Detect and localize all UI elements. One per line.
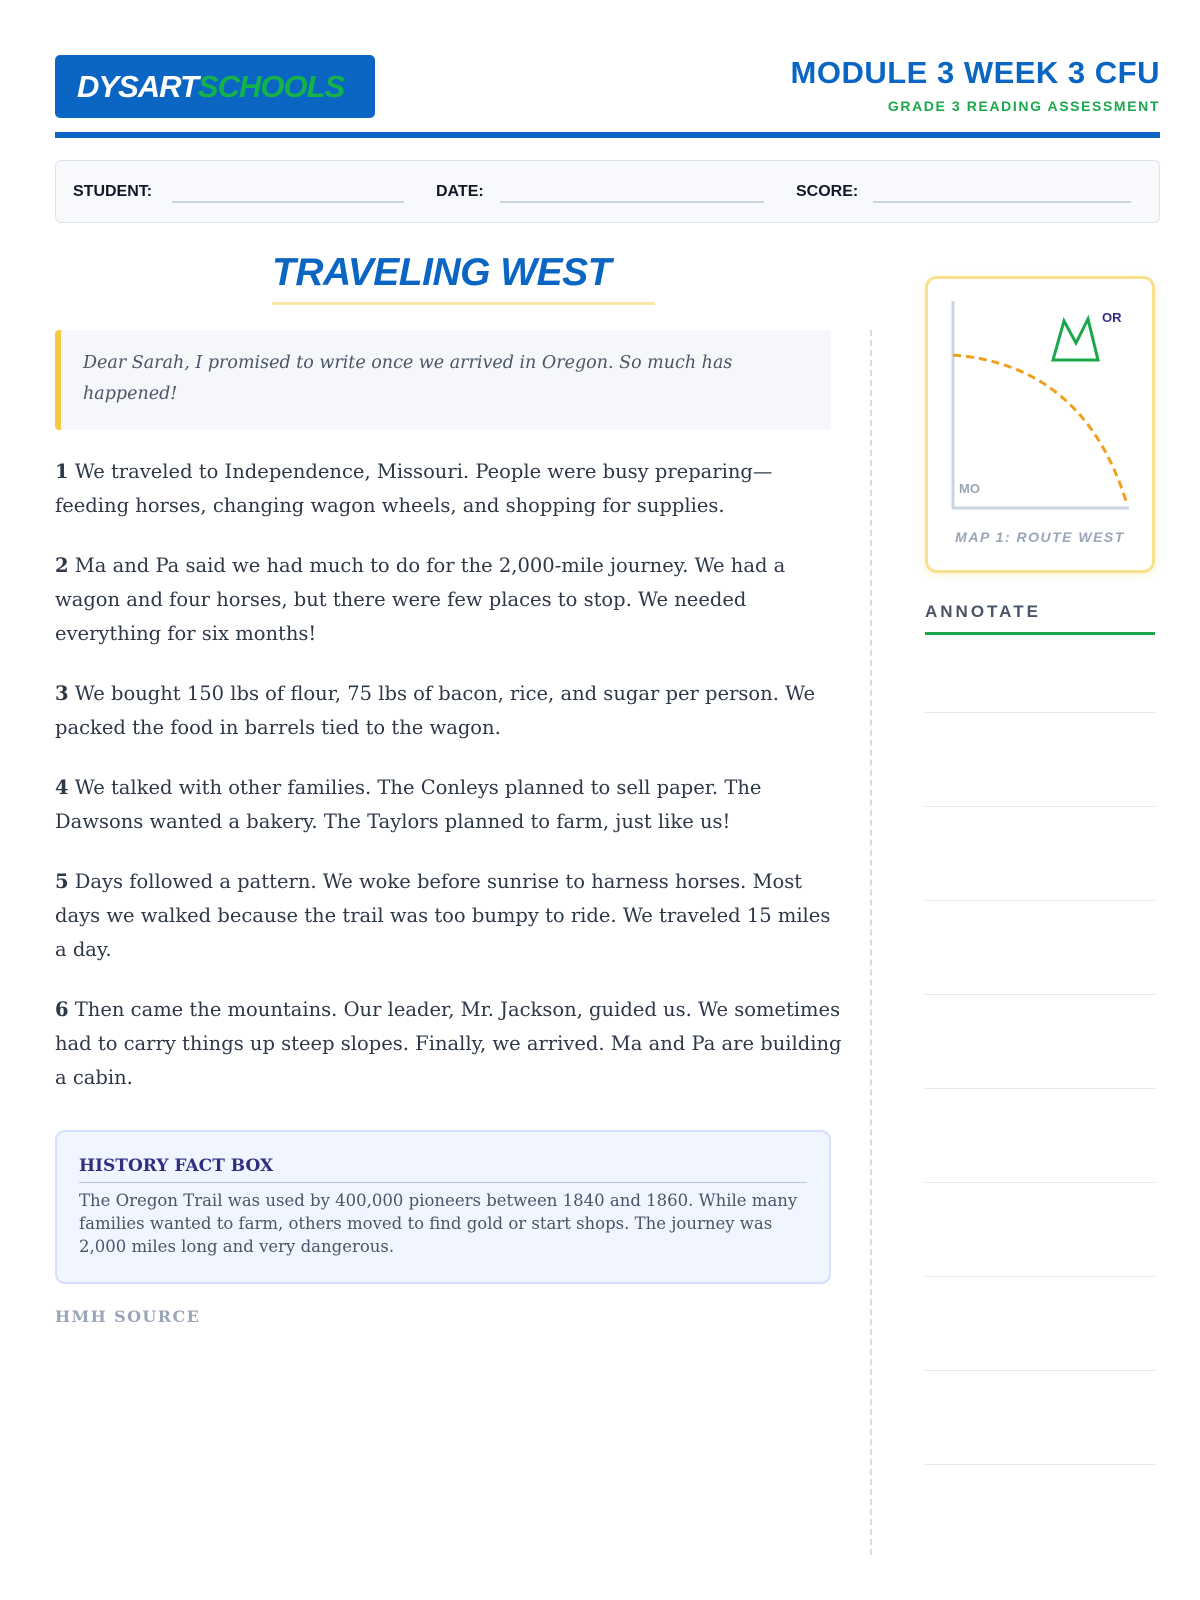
logo-text-schools: SCHOOLS [197, 69, 345, 104]
paragraph-number: 2 [55, 554, 69, 577]
mountain-icon [1053, 319, 1098, 360]
module-title: MODULE 3 WEEK 3 CFU [790, 55, 1160, 90]
annotation-line[interactable] [925, 1276, 1155, 1277]
annotation-line[interactable] [925, 1088, 1155, 1089]
date-label: DATE: [436, 183, 484, 200]
paragraph-text: Days followed a pattern. We woke before sunrise to harness horses. Most days we walked because the trail was too bumpy to ride. We traveled 15 miles a day. [55, 870, 831, 961]
paragraph [55, 771, 845, 839]
page-title: TRAVELING WEST [272, 251, 611, 294]
paragraph-number: 1 [55, 460, 69, 483]
annotation-line[interactable] [925, 1182, 1155, 1183]
student-info-bar [55, 160, 1160, 223]
annotation-line[interactable] [925, 712, 1155, 713]
map-caption: MAP 1: ROUTE WEST [955, 529, 1125, 545]
paragraph-text: We bought 150 lbs of flour, 75 lbs of bacon, rice, and sugar per person. We packed the food in barrels tied to the wagon. [55, 682, 816, 739]
paragraph-text: Then came the mountains. Our leader, Mr. Jackson, guided us. We sometimes had to carry things up steep slopes. Finally, we arrived. Ma and Pa are building a cabin. [55, 998, 842, 1089]
fact-box-title: HISTORY FACT BOX [79, 1156, 807, 1183]
date-field[interactable] [500, 201, 764, 203]
paragraph-number: 5 [55, 870, 69, 893]
paragraph-number: 3 [55, 682, 69, 705]
paragraph-text: We traveled to Independence, Missouri. People were busy preparing—feeding horses, changing wagon wheels, and shopping for supplies. [55, 460, 773, 517]
history-fact-box [55, 1130, 831, 1284]
map-start-label: MO [959, 481, 980, 496]
title-underline [272, 302, 655, 305]
map-end-label: OR [1102, 310, 1122, 325]
header-heading [791, 55, 1160, 114]
header-rule [55, 132, 1160, 138]
route-map-card [925, 276, 1155, 573]
school-logo [55, 55, 375, 118]
letter-intro: Dear Sarah, I promised to write once we arrived in Oregon. So much has happened! [55, 330, 831, 430]
paragraph [55, 549, 845, 651]
student-name-field[interactable] [172, 201, 404, 203]
annotate-rule [925, 632, 1155, 635]
score-label: SCORE: [796, 183, 859, 200]
student-label: STUDENT: [73, 183, 153, 200]
annotation-line[interactable] [925, 806, 1155, 807]
annotation-line[interactable] [925, 1464, 1155, 1465]
paragraph [55, 993, 845, 1095]
route-map [928, 279, 1152, 519]
annotation-line[interactable] [925, 900, 1155, 901]
assessment-subtitle: GRADE 3 READING ASSESSMENT [887, 98, 1160, 114]
route-path [953, 355, 1126, 501]
source-credit: HMH SOURCE [55, 1307, 201, 1326]
paragraph-text: Ma and Pa said we had much to do for the 2,000-mile journey. We had a wagon and four horses, but there were few places to stop. We needed everything for six months! [55, 554, 786, 645]
score-field[interactable] [873, 201, 1131, 203]
column-divider [870, 330, 872, 1555]
annotation-line[interactable] [925, 994, 1155, 995]
paragraph-number: 4 [55, 776, 69, 799]
paragraph-text: We talked with other families. The Conleys planned to sell paper. The Dawsons wanted a bakery. The Taylors planned to farm, just like us! [55, 776, 762, 833]
fact-box-body: The Oregon Trail was used by 400,000 pioneers between 1840 and 1860. While many families wanted to farm, others moved to find gold or start shops. The journey was 2,000 miles long and very dangerous. [79, 1191, 798, 1256]
annotation-line[interactable] [925, 1370, 1155, 1371]
paragraph [55, 455, 845, 523]
logo-text-dysart: DYSART [77, 69, 198, 104]
paragraph [55, 865, 845, 967]
annotate-label: ANNOTATE [925, 602, 1041, 621]
paragraph [55, 677, 845, 745]
reading-passage [55, 455, 845, 1121]
paragraph-number: 6 [55, 998, 69, 1021]
